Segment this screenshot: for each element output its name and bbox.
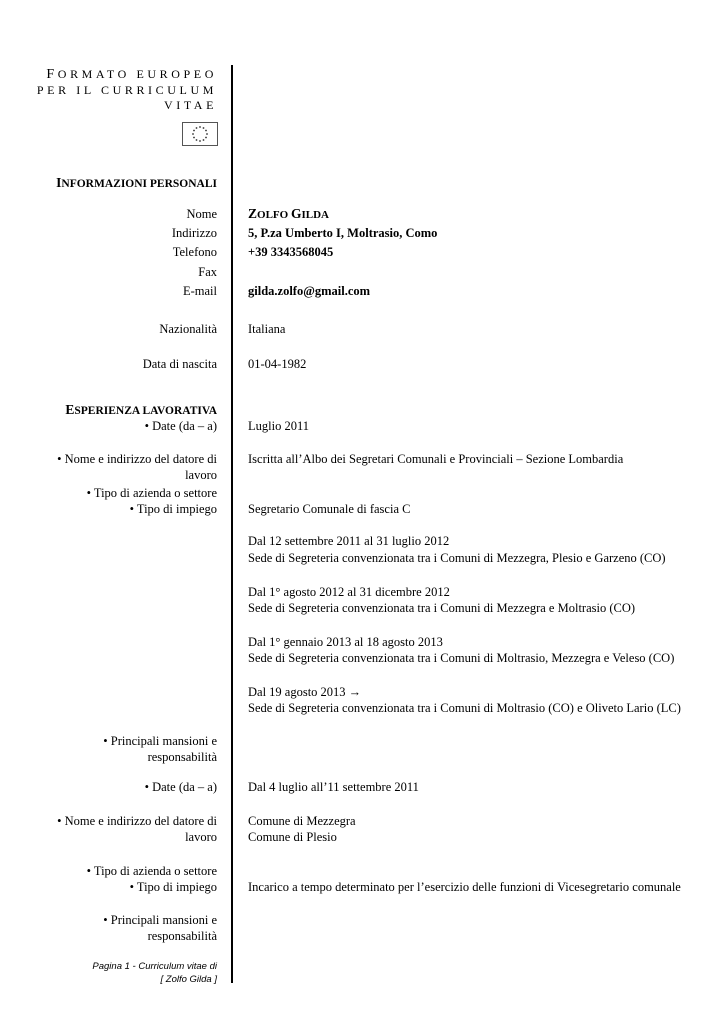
value-date-job2: Dal 4 luglio all’11 settembre 2011 [248, 780, 419, 794]
footer-line1: Pagina 1 - Curriculum vitae di [92, 961, 217, 972]
value-datore-job1: Iscritta all’Albo dei Segretari Comunali e Provinciali – Sezione Lombardia [248, 452, 624, 466]
eu-flag-icon [182, 122, 218, 146]
value-date-job1: Luglio 2011 [248, 419, 309, 433]
period-4-where: Sede di Segreteria convenzionata tra i Comuni di Moltrasio (CO) e Oliveto Lario (LC) [248, 701, 681, 715]
section-experience-heading: ESPERIENZA LAVORATIVA [65, 402, 217, 417]
cv-title-line1: FORMATO EUROPEO [46, 67, 217, 82]
value-impiego-job2: Incarico a tempo determinato per l’esercizio delle funzioni di Vicesegretario comunale [248, 880, 681, 894]
column-divider [231, 65, 233, 983]
value-nome: ZOLFO GILDA [248, 206, 329, 221]
period-3-when: Dal 1° gennaio 2013 al 18 agosto 2013 [248, 635, 443, 649]
value-indirizzo: 5, P.za Umberto I, Moltrasio, Como [248, 226, 438, 240]
label-indirizzo: Indirizzo [171, 226, 217, 240]
label-date-job1: • Date (da – a) [144, 419, 217, 433]
period-2-when: Dal 1° agosto 2012 al 31 dicembre 2012 [248, 585, 450, 599]
label-fax: Fax [198, 265, 217, 279]
label-telefono: Telefono [172, 245, 217, 259]
value-datore-job2-line2: Comune di Plesio [248, 830, 337, 844]
value-datore-job2-line1: Comune di Mezzegra [248, 814, 356, 828]
value-nazionalita: Italiana [248, 322, 286, 336]
label-mansioni-job1-line2: responsabilità [147, 750, 217, 764]
footer-line2: [ Zolfo Gilda ] [160, 974, 217, 985]
label-azienda-job1: • Tipo di azienda o settore [86, 486, 217, 500]
label-azienda-job2: • Tipo di azienda o settore [86, 864, 217, 878]
label-datore-job2-line2: lavoro [185, 830, 217, 844]
period-4-when: Dal 19 agosto 2013 → [248, 685, 362, 699]
label-mansioni-job2-line2: responsabilità [147, 929, 217, 943]
value-impiego-job1: Segretario Comunale di fascia C [248, 502, 411, 516]
period-1-when: Dal 12 settembre 2011 al 31 luglio 2012 [248, 534, 450, 548]
label-datore-job2-line1: • Nome e indirizzo del datore di [57, 814, 217, 828]
period-2-where: Sede di Segreteria convenzionata tra i Comuni di Mezzegra e Moltrasio (CO) [248, 601, 636, 615]
label-nazionalita: Nazionalità [159, 322, 217, 336]
cv-title-line3: VITAE [163, 98, 217, 112]
label-impiego-job2: • Tipo di impiego [129, 880, 217, 894]
value-email: gilda.zolfo@gmail.com [248, 284, 371, 298]
label-nome: Nome [186, 207, 217, 221]
label-mansioni-job2-line1: • Principali mansioni e [103, 913, 217, 927]
value-data-nascita: 01-04-1982 [248, 357, 307, 371]
label-datore-job1-line1: • Nome e indirizzo del datore di [57, 452, 217, 466]
label-data-nascita: Data di nascita [142, 357, 217, 371]
label-mansioni-job1-line1: • Principali mansioni e [103, 734, 217, 748]
label-date-job2: • Date (da – a) [144, 780, 217, 794]
section-personal-heading: INFORMAZIONI PERSONALI [56, 175, 217, 190]
cv-title-line2: PER IL CURRICULUM [36, 83, 217, 97]
period-1-where: Sede di Segreteria convenzionata tra i Comuni di Mezzegra, Plesio e Garzeno (CO) [248, 551, 666, 565]
label-email: E-mail [182, 284, 217, 298]
period-3-where: Sede di Segreteria convenzionata tra i Comuni di Moltrasio, Mezzegra e Veleso (CO) [248, 651, 675, 665]
value-telefono: +39 3343568045 [248, 245, 334, 259]
label-impiego-job1: • Tipo di impiego [129, 502, 217, 516]
label-datore-job1-line2: lavoro [185, 468, 217, 482]
